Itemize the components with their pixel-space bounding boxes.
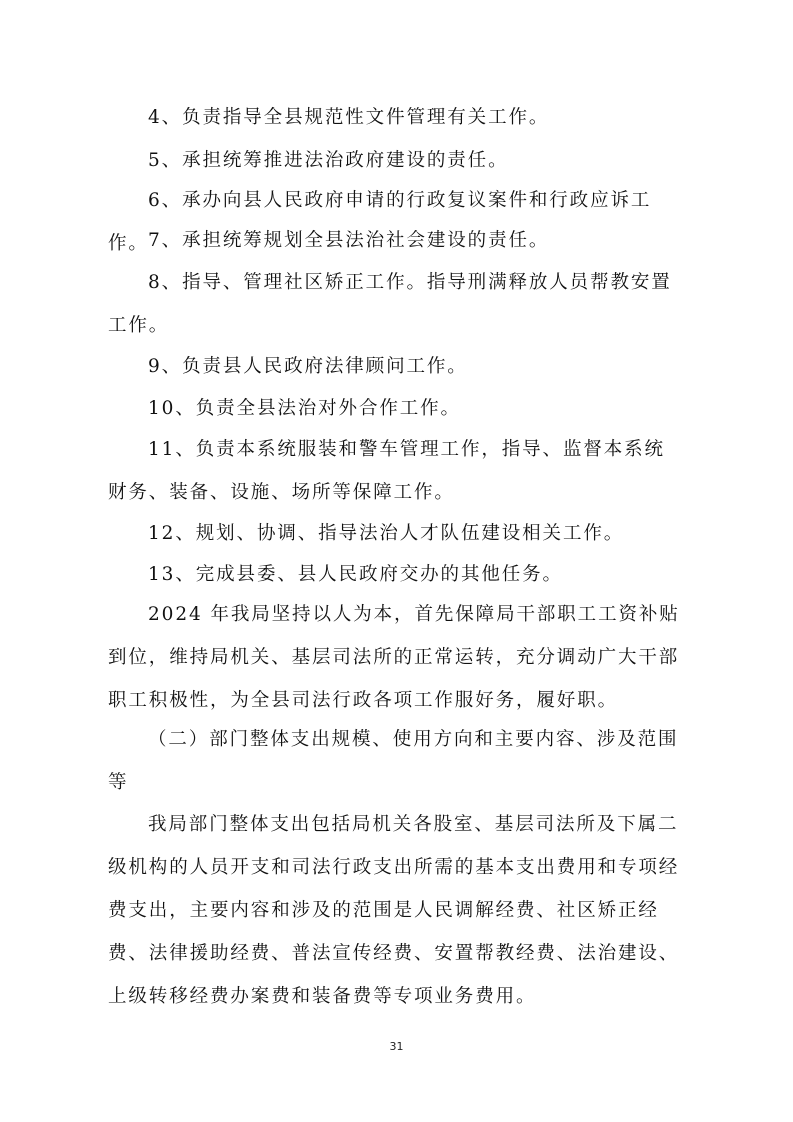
paragraph-item-13: 13、完成县委、县人民政府交办的其他任务。 bbox=[148, 564, 563, 585]
paragraph-expenditure-scope: 我局部门整体支出包括局机关各股室、基层司法所及下属二级机构的人员开支和司法行政支出所需的基本支出费用和专项经费支出，主要内容和涉及的范围是人民调解经费、社区矫正经费、法律援助经费、普法宣传经费、安置帮教经费、法治建设、上级转移经费办案费和装备费等专项业务费用。 bbox=[108, 814, 680, 1007]
paragraph-item-5: 5、承担统筹推进法治政府建设的责任。 bbox=[148, 150, 509, 171]
paragraph-item-11: 11、负责本系统服装和警车管理工作，指导、监督本系统财务、装备、设施、场所等保障工作。 bbox=[108, 439, 665, 503]
paragraph-2024-summary: 2024 年我局坚持以人为本，首先保障局干部职工工资补贴到位，维持局机关、基层司法所的正常运转，充分调动广大干部职工积极性，为全县司法行政各项工作服好务，履好职。 bbox=[108, 604, 680, 711]
paragraph-item-9: 9、负责县人民政府法律顾问工作。 bbox=[148, 356, 468, 377]
section-heading-2: （二）部门整体支出规模、使用方向和主要内容、涉及范围等 bbox=[108, 729, 679, 793]
paragraph-item-4: 4、负责指导全县规范性文件管理有关工作。 bbox=[148, 107, 550, 128]
paragraph-item-7: 7、承担统筹规划全县法治社会建设的责任。 bbox=[148, 230, 550, 251]
paragraph-item-8: 8、指导、管理社区矫正工作。指导刑满释放人员帮教安置工作。 bbox=[108, 272, 672, 336]
paragraph-item-12: 12、规划、协调、指导法治人才队伍建设相关工作。 bbox=[148, 523, 625, 544]
paragraph-item-10: 10、负责全县法治对外合作工作。 bbox=[148, 398, 461, 419]
paragraph-item-6: 6、承办向县人民政府申请的行政复议案件和行政应诉工作。 bbox=[108, 190, 652, 254]
page-number: 31 bbox=[389, 1040, 404, 1053]
